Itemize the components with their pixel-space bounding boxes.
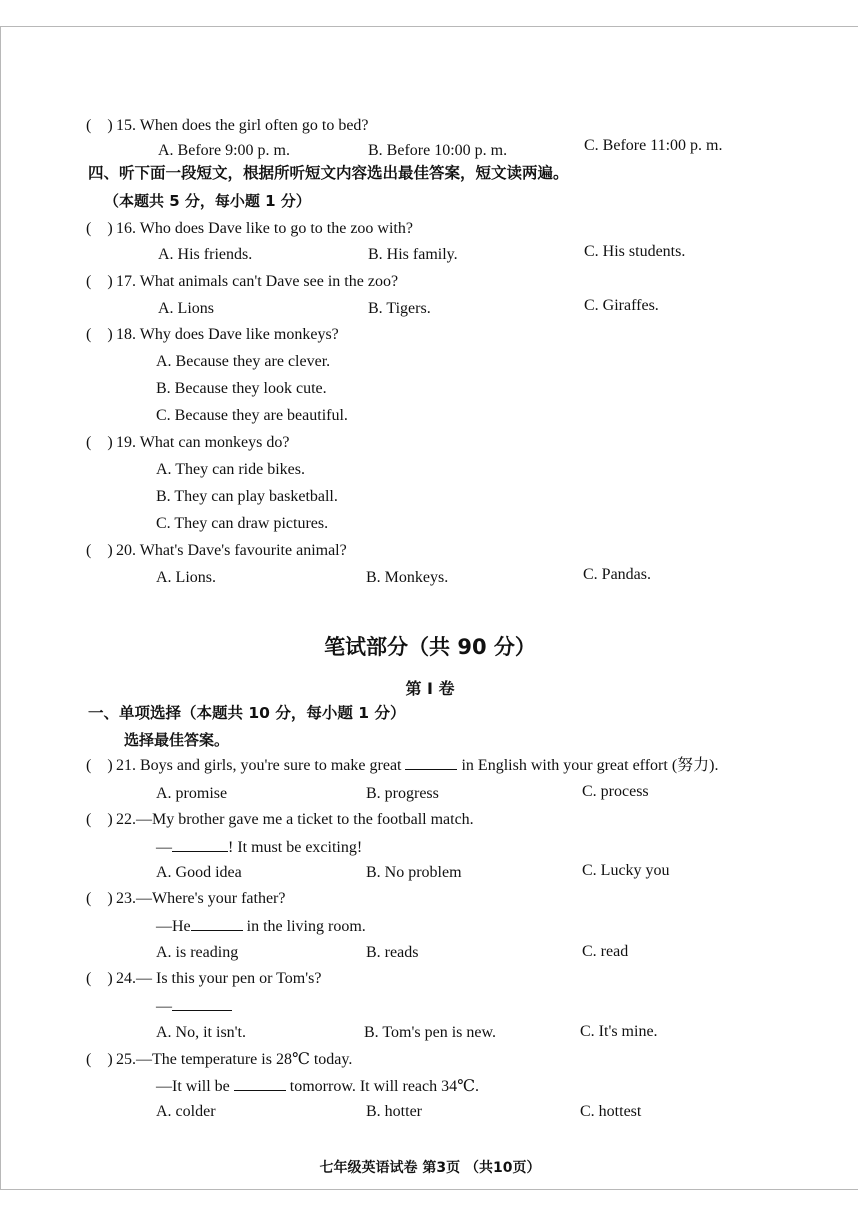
option-a: A. is reading — [156, 944, 239, 961]
option-a: A. Lions — [158, 300, 214, 317]
reply-dash: — — [156, 998, 172, 1015]
question-stem: 15. When does the girl often go to bed? — [116, 117, 369, 134]
option-b: B. They can play basketball. — [156, 488, 338, 505]
option-c: C. hottest — [580, 1103, 642, 1120]
option-b: B. Because they look cute. — [156, 380, 327, 397]
option-a: A. No, it isn't. — [156, 1024, 246, 1041]
option-c: C. His students. — [584, 243, 686, 260]
question-stem: 18. Why does Dave like monkeys? — [116, 326, 339, 343]
option-a: A. His friends. — [158, 246, 253, 263]
answer-bracket[interactable]: ( ) — [86, 542, 113, 559]
question-stem: 25.—The temperature is 28℃ today. — [116, 1051, 353, 1068]
question-18 — [86, 325, 339, 345]
question-stem: 24.— Is this your pen or Tom's? — [116, 970, 322, 987]
question-stem: 20. What's Dave's favourite animal? — [116, 542, 347, 559]
option-c: C. process — [582, 783, 649, 800]
question-stem: 22.—My brother gave me a ticket to the football match. — [116, 811, 474, 828]
answer-bracket[interactable]: ( ) — [86, 117, 113, 134]
part-title: 笔试部分（共 90 分） — [324, 635, 536, 659]
answer-bracket[interactable]: ( ) — [86, 326, 113, 343]
reply-text: ! It must be exciting! — [228, 839, 363, 856]
question-15 — [86, 116, 369, 136]
option-b: B. His family. — [368, 246, 458, 263]
reply-line — [156, 996, 232, 1017]
option-a: A. Good idea — [156, 864, 242, 881]
option-c: C. Giraffes. — [584, 297, 659, 314]
question-25 — [86, 1050, 352, 1070]
option-c: C. They can draw pictures. — [156, 515, 329, 532]
option-a: A. colder — [156, 1103, 216, 1120]
page-footer: 七年级英语试卷 第3页 （共10页） — [319, 1160, 541, 1176]
option-c: C. Because they are beautiful. — [156, 407, 348, 424]
option-b: B. No problem — [366, 864, 462, 881]
option-b: B. Tigers. — [368, 300, 431, 317]
section-note: （本题共 5 分，每小题 1 分） — [104, 192, 311, 210]
answer-bracket[interactable]: ( ) — [86, 1051, 113, 1068]
question-16 — [86, 219, 413, 239]
answer-bracket[interactable]: ( ) — [86, 811, 113, 828]
fill-blank[interactable] — [405, 755, 457, 770]
volume-title: 第 I 卷 — [405, 679, 455, 698]
fill-blank[interactable] — [234, 1076, 286, 1091]
question-20 — [86, 541, 347, 561]
question-stem: 19. What can monkeys do? — [116, 434, 290, 451]
question-17 — [86, 272, 398, 292]
option-a: A. Lions. — [156, 569, 216, 586]
section-instruction: 选择最佳答案。 — [124, 731, 230, 749]
reply-line — [156, 916, 366, 937]
answer-bracket[interactable]: ( ) — [86, 220, 113, 237]
question-24 — [86, 969, 321, 989]
reply-text: in the living room. — [246, 918, 366, 935]
reply-line — [156, 837, 362, 858]
option-b: B. reads — [366, 944, 419, 961]
option-b: B. progress — [366, 785, 439, 802]
option-c: C. Before 11:00 p. m. — [584, 137, 723, 154]
question-23 — [86, 889, 285, 909]
answer-bracket[interactable]: ( ) — [86, 890, 113, 907]
fill-blank[interactable] — [172, 996, 232, 1011]
option-a: A. promise — [156, 785, 228, 802]
option-b: B. hotter — [366, 1103, 422, 1120]
answer-bracket[interactable]: ( ) — [86, 273, 113, 290]
fill-blank[interactable] — [172, 837, 228, 852]
option-a: A. Because they are clever. — [156, 353, 331, 370]
question-stem: 23.—Where's your father? — [116, 890, 286, 907]
option-b: B. Tom's pen is new. — [364, 1024, 496, 1041]
option-c: C. Lucky you — [582, 862, 670, 879]
fill-blank[interactable] — [191, 916, 243, 931]
option-a: A. They can ride bikes. — [156, 461, 305, 478]
reply-text: tomorrow. It will reach 34℃. — [289, 1078, 480, 1095]
option-c: C. read — [582, 943, 629, 960]
reply-line — [156, 1076, 479, 1097]
option-a: A. Before 9:00 p. m. — [158, 142, 290, 159]
question-21 — [86, 755, 718, 776]
reply-dash: —He — [156, 918, 191, 935]
question-stem: 17. What animals can't Dave see in the zoo? — [116, 273, 399, 290]
reply-dash: — — [156, 839, 172, 856]
answer-bracket[interactable]: ( ) — [86, 970, 113, 987]
answer-bracket[interactable]: ( ) — [86, 757, 113, 774]
question-stem: 16. Who does Dave like to go to the zoo with? — [116, 220, 413, 237]
option-c: C. Pandas. — [583, 566, 651, 583]
question-22 — [86, 810, 474, 830]
option-b: B. Before 10:00 p. m. — [368, 142, 508, 159]
question-stem: 21. Boys and girls, you're sure to make great — [116, 757, 402, 774]
reply-dash: —It will be — [156, 1078, 230, 1095]
option-c: C. It's mine. — [580, 1023, 658, 1040]
section-heading: 一、单项选择（本题共 10 分，每小题 1 分） — [88, 704, 406, 722]
question-stem-end: in English with your great effort (努力). — [461, 757, 719, 774]
answer-bracket[interactable]: ( ) — [86, 434, 113, 451]
option-b: B. Monkeys. — [366, 569, 449, 586]
section-heading: 四、听下面一段短文，根据所听短文内容选出最佳答案，短文读两遍。 — [88, 164, 569, 182]
question-19 — [86, 433, 289, 453]
